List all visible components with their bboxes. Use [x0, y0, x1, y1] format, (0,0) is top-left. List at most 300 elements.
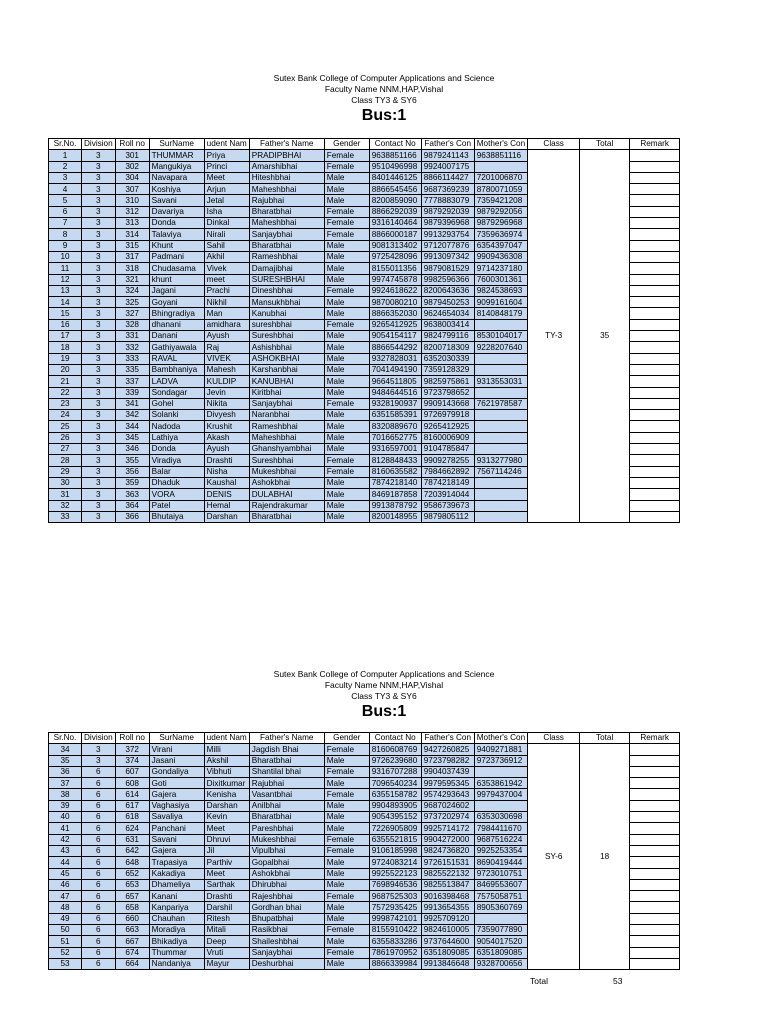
remark-cell — [630, 195, 680, 206]
table-cell: 3 — [82, 364, 116, 375]
table-cell: DENIS — [204, 489, 249, 500]
table-cell: 7226905809 — [369, 823, 421, 834]
remark-cell — [630, 218, 680, 229]
table-cell: 3 — [82, 410, 116, 421]
table-cell: 8155011356 — [369, 263, 421, 274]
table-cell: 6 — [82, 891, 116, 902]
table-cell: 346 — [115, 444, 149, 455]
table-cell: 9316597001 — [369, 444, 421, 455]
table-cell: 9104785847 — [421, 444, 474, 455]
table-cell: 333 — [115, 353, 149, 364]
remark-cell — [630, 755, 680, 766]
table-cell: Female — [324, 206, 369, 217]
total-cell: 35 — [580, 150, 630, 523]
table-cell — [474, 511, 527, 522]
total-cell: 18 — [580, 744, 630, 970]
column-header: Gender — [324, 733, 369, 744]
table-cell: 8 — [49, 229, 82, 240]
table-cell: 3 — [82, 432, 116, 443]
table-cell: 9998742101 — [369, 913, 421, 924]
table-cell: Male — [324, 755, 369, 766]
table-cell — [474, 410, 527, 421]
table-cell: 9409271881 — [474, 744, 527, 755]
table-cell: 301 — [115, 150, 149, 161]
table-cell: 9723736912 — [474, 755, 527, 766]
table-cell: Male — [324, 410, 369, 421]
table-cell: VIVEK — [204, 353, 249, 364]
table-cell: 608 — [115, 778, 149, 789]
table-cell: 9870080210 — [369, 297, 421, 308]
table-cell: SURESHBHAI — [249, 274, 324, 285]
table-cell: Ghanshyambhai — [249, 444, 324, 455]
table-cell: Female — [324, 161, 369, 172]
table-cell: Navapara — [149, 172, 204, 183]
table-cell: 6355521815 — [369, 834, 421, 845]
table-cell: VORA — [149, 489, 204, 500]
table-cell: Bharatbhai — [249, 206, 324, 217]
table-cell: Sanjaybhai — [249, 947, 324, 958]
table-cell: 8780071059 — [474, 184, 527, 195]
table-cell: Female — [324, 925, 369, 936]
column-header: Father's Name — [249, 733, 324, 744]
table-cell: Female — [324, 834, 369, 845]
remark-cell — [630, 789, 680, 800]
table-cell: Jasani — [149, 755, 204, 766]
table-cell: Lathiya — [149, 432, 204, 443]
table-cell: 34 — [49, 744, 82, 755]
table-cell: 9016398468 — [421, 891, 474, 902]
table-cell: 372 — [115, 744, 149, 755]
table-cell: 8320889670 — [369, 421, 421, 432]
table-cell: 8469553607 — [474, 879, 527, 890]
table-cell: Darshan — [204, 800, 249, 811]
table-cell: Solanki — [149, 410, 204, 421]
table-cell: 8155910422 — [369, 925, 421, 936]
table-cell: 12 — [49, 274, 82, 285]
remark-cell — [630, 879, 680, 890]
table-cell: Meet — [204, 172, 249, 183]
table-cell: 3 — [49, 172, 82, 183]
table-cell: Mangukiya — [149, 161, 204, 172]
table-cell: 9979595345 — [421, 778, 474, 789]
table-cell: 18 — [49, 342, 82, 353]
table-cell: 342 — [115, 410, 149, 421]
table-cell: 36 — [49, 766, 82, 777]
table-cell: 9638851116 — [474, 150, 527, 161]
table-cell: 618 — [115, 812, 149, 823]
table-cell: Maheshbhai — [249, 184, 324, 195]
table-cell: Hemal — [204, 500, 249, 511]
table-cell: Mansukhbhai — [249, 297, 324, 308]
table-cell: Maheshbhai — [249, 432, 324, 443]
column-header: Total — [580, 733, 630, 744]
table-cell: 6 — [82, 823, 116, 834]
table-cell: Male — [324, 902, 369, 913]
table-cell: Ayush — [204, 331, 249, 342]
table-cell: Dhaduk — [149, 477, 204, 488]
table-cell: 6351809085 — [474, 947, 527, 958]
table-cell: 9879292056 — [474, 206, 527, 217]
remark-cell — [630, 913, 680, 924]
table-cell: Maheshbhai — [249, 218, 324, 229]
table-cell: 345 — [115, 432, 149, 443]
table-cell: Female — [324, 218, 369, 229]
table-cell: 327 — [115, 308, 149, 319]
table-cell: 9909278255 — [421, 455, 474, 466]
remark-cell — [630, 766, 680, 777]
table-cell: 45 — [49, 868, 82, 879]
table-cell: 9904272000 — [421, 834, 474, 845]
table-cell: Female — [324, 766, 369, 777]
table-cell: 341 — [115, 398, 149, 409]
table-cell: Ritesh — [204, 913, 249, 924]
table-cell: Prachi — [204, 285, 249, 296]
table-cell: 6 — [82, 800, 116, 811]
table-cell: Male — [324, 387, 369, 398]
table-cell: 356 — [115, 466, 149, 477]
column-header: udent Nam — [204, 733, 249, 744]
table-cell: 6 — [82, 766, 116, 777]
table-cell: 9879450253 — [421, 297, 474, 308]
table-cell: 3 — [82, 744, 116, 755]
table-cell: Male — [324, 432, 369, 443]
table-cell: 9982596366 — [421, 274, 474, 285]
remark-cell — [630, 477, 680, 488]
grand-total-value: 53 — [613, 976, 623, 986]
table-cell: Ashokbhai — [249, 868, 324, 879]
table-cell: Bharatbhai — [249, 511, 324, 522]
remark-cell — [630, 947, 680, 958]
table-row — [49, 744, 680, 755]
table-cell: Female — [324, 466, 369, 477]
table-cell: Padmani — [149, 251, 204, 262]
table-cell: Virani — [149, 744, 204, 755]
table-cell: 7203914044 — [421, 489, 474, 500]
remark-cell — [630, 936, 680, 947]
table-cell: 2 — [49, 161, 82, 172]
table-cell: Rajubhai — [249, 195, 324, 206]
remark-cell — [630, 500, 680, 511]
table-cell: 9106185998 — [369, 845, 421, 856]
table-cell: Male — [324, 342, 369, 353]
table-cell: Krushit — [204, 421, 249, 432]
table-cell: 9724083214 — [369, 857, 421, 868]
table-cell: Female — [324, 455, 369, 466]
table-cell: 9712077876 — [421, 240, 474, 251]
table-cell: 8200148955 — [369, 511, 421, 522]
table-cell: 3 — [82, 342, 116, 353]
table-cell: 674 — [115, 947, 149, 958]
table-cell: 652 — [115, 868, 149, 879]
table-cell: 9824610005 — [421, 925, 474, 936]
table-cell: 9909436308 — [474, 251, 527, 262]
table-cell: Ashishbhai — [249, 342, 324, 353]
table-cell — [474, 766, 527, 777]
table-cell: 9664511805 — [369, 376, 421, 387]
remark-cell — [630, 444, 680, 455]
table-cell: Vipulbhai — [249, 845, 324, 856]
table-cell: 3 — [82, 398, 116, 409]
table-cell: 9737644600 — [421, 936, 474, 947]
table-cell: 6 — [82, 947, 116, 958]
table-cell: 335 — [115, 364, 149, 375]
table-cell: Male — [324, 421, 369, 432]
table-cell: Damajibhai — [249, 263, 324, 274]
table-cell: 9825513847 — [421, 879, 474, 890]
table-cell: Male — [324, 364, 369, 375]
table-cell: 11 — [49, 263, 82, 274]
table-cell: 42 — [49, 834, 82, 845]
table-cell: 9913846648 — [421, 958, 474, 969]
table-cell: Male — [324, 308, 369, 319]
table-cell: 9824736820 — [421, 845, 474, 856]
remark-cell — [630, 398, 680, 409]
table-cell: 302 — [115, 161, 149, 172]
table-cell: 6353030698 — [474, 812, 527, 823]
table-cell: 4 — [49, 184, 82, 195]
table-cell: 667 — [115, 936, 149, 947]
header-row — [49, 139, 680, 150]
student-table-1 — [48, 138, 680, 523]
table-cell: 321 — [115, 274, 149, 285]
table-cell: 7984662892 — [421, 466, 474, 477]
table-cell: Khunt — [149, 240, 204, 251]
table-cell: 324 — [115, 285, 149, 296]
table-cell: 339 — [115, 387, 149, 398]
table-cell: Kanubhai — [249, 308, 324, 319]
table-cell: 6 — [82, 936, 116, 947]
table-cell: 9313553031 — [474, 376, 527, 387]
table-cell: Male — [324, 477, 369, 488]
table-cell: Vibhuti — [204, 766, 249, 777]
table-cell: 3 — [82, 477, 116, 488]
table-cell: 17 — [49, 331, 82, 342]
table-cell: KULDIP — [204, 376, 249, 387]
faculty-name: Faculty Name NNM,HAP,Vishal — [324, 84, 444, 94]
table-cell: 24 — [49, 410, 82, 421]
table-cell: Meet — [204, 823, 249, 834]
remark-cell — [630, 812, 680, 823]
table-cell: Donda — [149, 218, 204, 229]
table-cell: Shantilal bhai — [249, 766, 324, 777]
table-cell: Akash — [204, 432, 249, 443]
table-cell: Male — [324, 511, 369, 522]
table-cell: 8160635582 — [369, 466, 421, 477]
table-cell: 9924007175 — [421, 161, 474, 172]
table-cell: 9879805112 — [421, 511, 474, 522]
remark-cell — [630, 297, 680, 308]
column-header: Sr.No. — [49, 733, 82, 744]
table-cell: 7567114246 — [474, 466, 527, 477]
table-cell: 30 — [49, 477, 82, 488]
table-cell: 7359128329 — [421, 364, 474, 375]
table-cell: 20 — [49, 364, 82, 375]
table-cell: Nadoda — [149, 421, 204, 432]
table-cell: khunt — [149, 274, 204, 285]
column-header: Remark — [630, 139, 680, 150]
table-cell: 3 — [82, 308, 116, 319]
table-cell: Anilbhai — [249, 800, 324, 811]
table-cell: 9638851166 — [369, 150, 421, 161]
table-cell: 9427260825 — [421, 744, 474, 755]
table-cell: Goti — [149, 778, 204, 789]
remark-cell — [630, 263, 680, 274]
table-cell: 21 — [49, 376, 82, 387]
table-cell: 9904037439 — [421, 766, 474, 777]
remark-cell — [630, 342, 680, 353]
table-cell: 6 — [82, 902, 116, 913]
table-cell: Gajera — [149, 789, 204, 800]
table-cell — [474, 432, 527, 443]
table-cell: Talaviya — [149, 229, 204, 240]
table-cell: 9825522132 — [421, 868, 474, 879]
table-cell: Panchani — [149, 823, 204, 834]
table-cell: 6 — [82, 925, 116, 936]
table-cell: 7778883079 — [421, 195, 474, 206]
table-cell: 7572935425 — [369, 902, 421, 913]
table-cell: Patel — [149, 500, 204, 511]
table-cell: Sarthak — [204, 879, 249, 890]
table-cell: Vaghasiya — [149, 800, 204, 811]
table-cell: 16 — [49, 319, 82, 330]
table-cell: 9913097342 — [421, 251, 474, 262]
table-cell: 7600301361 — [474, 274, 527, 285]
table-cell: 3 — [82, 229, 116, 240]
table-cell: Moradiya — [149, 925, 204, 936]
class-cell: SY-6 — [528, 744, 580, 970]
table-cell: 8200718309 — [421, 342, 474, 353]
table-cell: Female — [324, 744, 369, 755]
table-cell — [474, 319, 527, 330]
table-cell: Kanpariya — [149, 902, 204, 913]
remark-cell — [630, 823, 680, 834]
table-cell: 9824799116 — [421, 331, 474, 342]
table-cell: 8140848179 — [474, 308, 527, 319]
column-header: Mother's Con — [474, 733, 527, 744]
table-cell: 44 — [49, 857, 82, 868]
table-cell: 3 — [82, 500, 116, 511]
table-cell: 40 — [49, 812, 82, 823]
column-header: Contact No — [369, 733, 421, 744]
remark-cell — [630, 229, 680, 240]
table-cell: Sureshbhai — [249, 455, 324, 466]
table-cell: 3 — [82, 297, 116, 308]
table-cell: Sahil — [204, 240, 249, 251]
table-cell: 6 — [82, 879, 116, 890]
table-cell: 7359077890 — [474, 925, 527, 936]
table-cell: 53 — [49, 958, 82, 969]
table-cell: Male — [324, 184, 369, 195]
table-cell: Jevin — [204, 387, 249, 398]
sheet-header-1 — [0, 73, 768, 106]
table-cell: Kenisha — [204, 789, 249, 800]
table-cell: 9726239680 — [369, 755, 421, 766]
table-cell: Male — [324, 868, 369, 879]
remark-cell — [630, 902, 680, 913]
table-cell: 50 — [49, 925, 82, 936]
table-cell: Bharatbhai — [249, 812, 324, 823]
table-cell: 9054395152 — [369, 812, 421, 823]
table-cell: Raj — [204, 342, 249, 353]
table-cell: 6 — [82, 789, 116, 800]
table-cell: PRADIPBHAI — [249, 150, 324, 161]
table-cell: Drashti — [204, 455, 249, 466]
table-cell: Male — [324, 936, 369, 947]
table-cell: 8128848433 — [369, 455, 421, 466]
table-cell: Rameshbhai — [249, 421, 324, 432]
table-cell: 9328700656 — [474, 958, 527, 969]
table-cell: Bhingradiya — [149, 308, 204, 319]
remark-cell — [630, 319, 680, 330]
table-cell: 3 — [82, 251, 116, 262]
table-cell: 6355158782 — [369, 789, 421, 800]
table-cell: Female — [324, 285, 369, 296]
table-cell: 374 — [115, 755, 149, 766]
table-cell: 6 — [82, 845, 116, 856]
table-cell: 8866352030 — [369, 308, 421, 319]
header-row — [49, 733, 680, 744]
table-cell: 10 — [49, 251, 82, 262]
table-cell: 317 — [115, 251, 149, 262]
table-cell: Nikhil — [204, 297, 249, 308]
table-cell: Jagdish Bhai — [249, 744, 324, 755]
table-cell: Meet — [204, 868, 249, 879]
table-cell: Nandaniya — [149, 958, 204, 969]
table-cell: 28 — [49, 455, 82, 466]
table-cell: 7874218149 — [421, 477, 474, 488]
column-header: udent Nam — [204, 139, 249, 150]
table-cell — [474, 353, 527, 364]
table-cell: 9723798652 — [421, 387, 474, 398]
table-cell: Male — [324, 500, 369, 511]
table-cell: Princi — [204, 161, 249, 172]
table-cell: Danani — [149, 331, 204, 342]
column-header: Remark — [630, 733, 680, 744]
table-cell: Dinkal — [204, 218, 249, 229]
table-cell: 7096540234 — [369, 778, 421, 789]
column-header: Father's Name — [249, 139, 324, 150]
table-cell: 310 — [115, 195, 149, 206]
table-cell: Nikita — [204, 398, 249, 409]
table-cell: Female — [324, 891, 369, 902]
table-cell: Mayur — [204, 958, 249, 969]
table-cell: 6354397047 — [474, 240, 527, 251]
table-cell — [474, 387, 527, 398]
table-cell: 14 — [49, 297, 82, 308]
table-cell: 8866339984 — [369, 958, 421, 969]
table-cell: Chauhan — [149, 913, 204, 924]
table-cell: 7621978587 — [474, 398, 527, 409]
table-cell: Male — [324, 444, 369, 455]
table-cell: 9726979918 — [421, 410, 474, 421]
class-cell: TY-3 — [528, 150, 580, 523]
table-cell: Parthiv — [204, 857, 249, 868]
table-cell: 33 — [49, 511, 82, 522]
table-cell — [474, 913, 527, 924]
table-cell: Gajera — [149, 845, 204, 856]
remark-cell — [630, 376, 680, 387]
table-cell: 359 — [115, 477, 149, 488]
table-cell: Karshanbhai — [249, 364, 324, 375]
table-cell: 8530104017 — [474, 331, 527, 342]
table-cell: 9574293643 — [421, 789, 474, 800]
table-cell: 332 — [115, 342, 149, 353]
table-cell: 9687024602 — [421, 800, 474, 811]
table-cell: 9316140464 — [369, 218, 421, 229]
table-cell: 9925714172 — [421, 823, 474, 834]
table-cell: Male — [324, 812, 369, 823]
table-cell: Gopalbhai — [249, 857, 324, 868]
